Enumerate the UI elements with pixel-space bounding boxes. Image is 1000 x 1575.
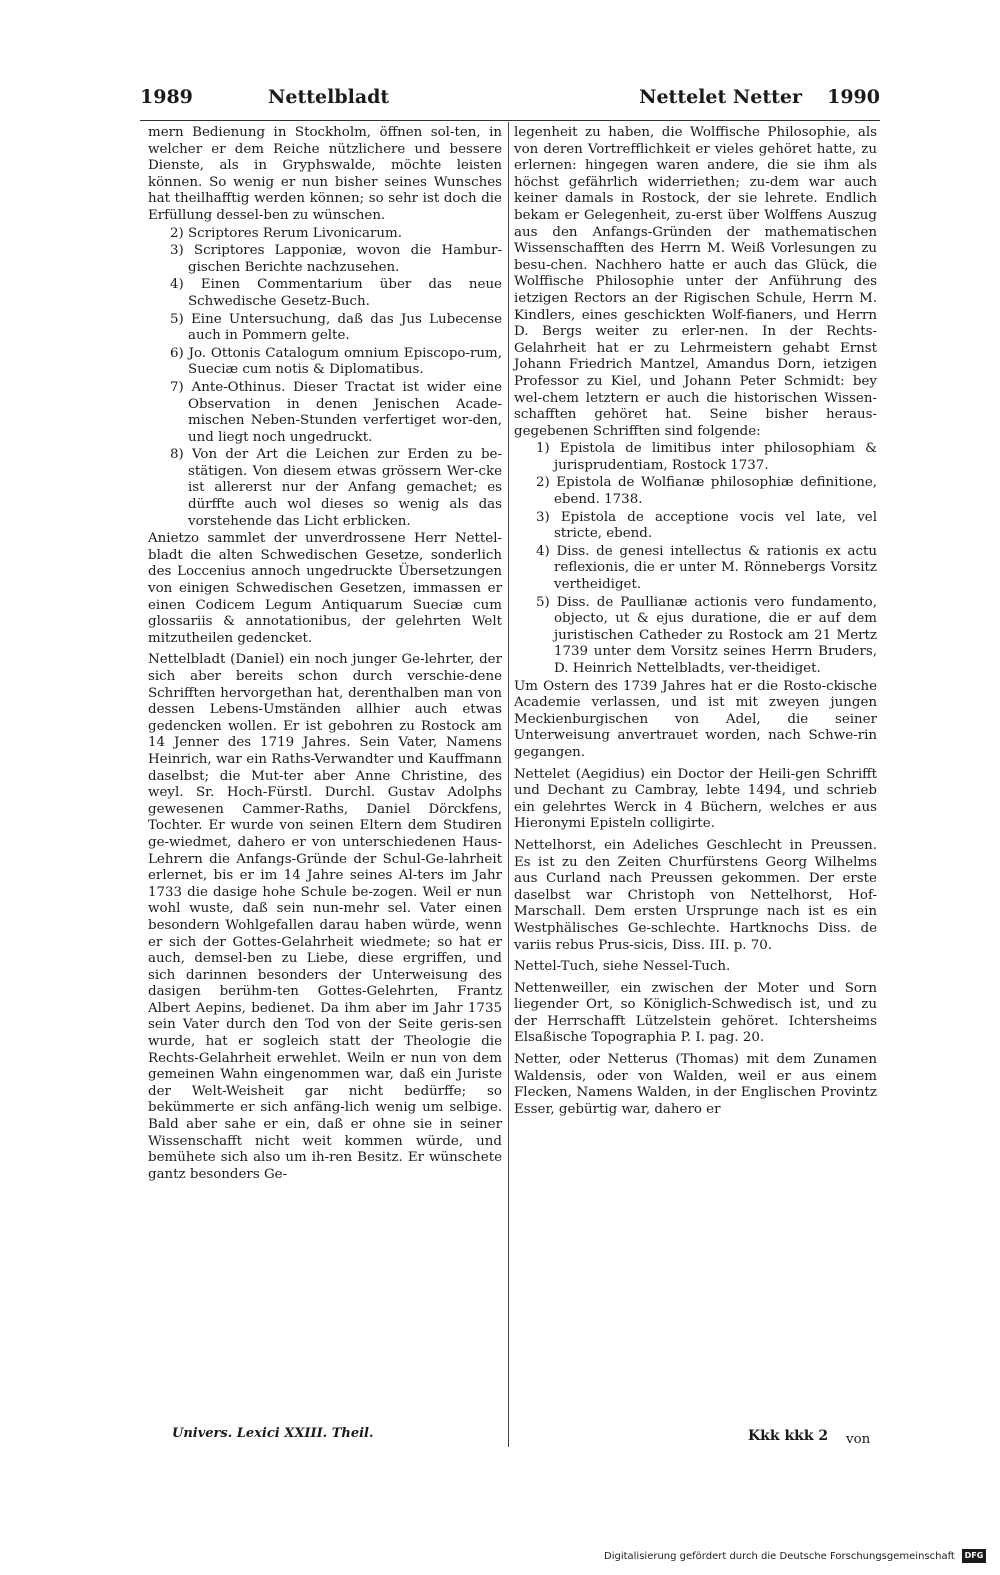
dfg-logo-icon: DFG — [962, 1549, 986, 1563]
page-number-right: 1990 — [827, 86, 880, 108]
entry-nettenweiller: Nettenweiller, ein zwischen der Moter und Sorn liegender Ort, so Königlich-Schwedisch ist, und zu der Herrschafft Lützelstein gehöret. Ichtersheims Elsaßische Topographia P. I. pag. 20. — [514, 980, 877, 1046]
header-rule — [140, 120, 880, 121]
paragraph: Um Ostern des 1739 Jahres hat er die Rosto-ckische Academie verlassen, und ist mit zweyen jungen Meckienburgischen von Adel, die seiner Unterweisung anvertrauet worden, nach Schwe-rin gegangen. — [514, 678, 877, 760]
list-item: 1) Epistola de limitibus inter philosophiam & jurisprudentiam, Rostock 1737. — [536, 441, 877, 473]
digitization-credit: Digitalisierung gefördert durch die Deutsche Forschungsgemeinschaft — [604, 1551, 955, 1562]
volume-footer: Univers. Lexici XXIII. Theil. — [172, 1426, 374, 1441]
page-number-left: 1989 — [140, 86, 193, 108]
list-item: 2) Scriptores Rerum Livonicarum. — [170, 225, 402, 241]
entry-nettelhorst: Nettelhorst, ein Adeliches Geschlecht in Preussen. Es ist zu den Zeiten Churfürstens Georg Wilhelms aus Curland nach Preussen gekommen. Der erste daselbst war Christoph von Nettelhorst, Hof-Marschall. Dem ersten Ursprunge nach ist es ein Westphälisches Ge-schlechte. Hartknochs Diss. de variis rebus Prus-sicis, Diss. III. p. 70. — [514, 837, 877, 953]
list-item: 7) Ante-Othinus. Dieser Tractat ist wider eine Observation in denen Jenischen Acade-mischen Neben-Stunden verfertiget wor-den, und liegt noch ungedruckt. — [170, 379, 502, 445]
paragraph: Anietzo sammlet der unverdrossene Herr Nettel-bladt die alten Schwedischen Gesetze, sonderlich des Loccenius annoch ungedruckte Übersetzungen von einigen Schwedischen Gesetzen, immassen er einen Codicem Legum Antiquarum Sueciæ cum glossariis & annotationibus, der gelehrten Welt mitzutheilen gedencket. — [148, 531, 502, 646]
list-item: 2) Epistola de Wolfianæ philosophiæ definitione, ebend. 1738. — [536, 475, 877, 508]
list-item: 5) Diss. de Paullianæ actionis vero fundamento, objecto, ut & ejus duratione, die er auf dem juristischen Catheder zu Rostock am 21 Mertz 1739 unter dem Vorsitz seines Herrn Bruders, D. Heinrich Nettelbladts, ver-theidiget. — [536, 594, 877, 676]
running-title-right: Nettelet Netter — [639, 86, 802, 108]
list-item: 8) Von der Art die Leichen zur Erden zu be-stätigen. Von diesem etwas grössern Wer-cke ist allererst nur der Anfang gemachet; es dürffte auch wol dieses so wenig als das vorstehende das Licht erblicken. — [170, 447, 502, 529]
page-header — [140, 86, 880, 116]
entry-nettelbladt-daniel: Nettelbladt (Daniel) ein noch junger Ge-lehrter, der sich aber bereits schon durch verschie-dene Schrifften hervorgethan hat, derenthalben man von dessen Lebens-Umständen allhier auch etwas gedencken wollen. Er ist gebohren zu Rostock am 14 Jenner des 1719 Jahres. Sein Vater, Namens Heinrich, war ein Raths-Verwandter und Kauffmann daselbst; die Mut-ter aber Anne Christine, des weyl. Sr. Hoch-Fürstl. Durchl. Gustav Adolphs gewesenen Cammer-Raths, Daniel Dörckfens, Tochter. Er wurde von seinen Eltern dem Studiren ge-wiedmet, dahero er von unterschiedenen Haus-Lehrern die Anfangs-Gründe der Schul-Ge-lahrheit erlernet, bis er im 14 Jahre seines Al-ters im Jahr 1733 die dasige hohe Schule be-zogen. Weil er nun wohl wuste, daß sein nun-mehr sel. Vater einen besondern Wohlgefallen darau haben würde, wenn er sich der Gottes-Gelahrheit wiedmete; so hat er auch, demsel-ben zu Liebe, diese ergriffen, und sich darinnen besonders der Unterweisung des dasigen berühm-ten Gottes-Gelehrten, Frantz Albert Aepins, bedienet. Da ihm aber im Jahr 1735 sein Vater durch den Tod von der Seite geris-sen wurde, hat er sogleich statt der Theologie die Rechts-Gelahrheit erwehlet. Weiln er nun von dem gemeinen Wahn eingenommen war, daß ein Juriste der Welt-Weisheit gar nicht bedürffe; so bekümmerte er sich anfäng-lich wenig um selbige. Bald aber sahe er ein, daß er ohne sie in seiner Wissenschafft nicht weit kommen würde, und bemühete sich also um ih-ren Besitz. Er wünschete gantz besonders Ge- — [148, 652, 502, 1182]
entry-netter: Netter, oder Netterus (Thomas) mit dem Zunamen Waldensis, oder von Walden, weil er aus einem Flecken, Namens Walden, in der Englischen Provintz Esser, gebürtig war, dahero er — [514, 1052, 877, 1117]
entry-nettel-tuch: Nettel-Tuch, siehe Nessel-Tuch. — [514, 959, 731, 975]
signature-mark: Kkk kkk 2 — [748, 1428, 829, 1444]
left-column — [148, 125, 502, 1184]
running-title-left: Nettelbladt — [268, 86, 390, 108]
paragraph: mern Bedienung in Stockholm, öffnen sol-ten, in welcher er dem Reiche nützlichere und bessere Dienste, als in Gryphswalde, möchte leisten können. So wenig er nun bisher seines Wunsches hat theilhafftig werden können; so sehr ist doch die Erfüllung dessel-ben zu wünschen. — [148, 125, 502, 223]
list-item: 3) Scriptores Lapponiæ, wovon die Hambur-gischen Berichte nachzusehen. — [170, 243, 502, 275]
list-item: 4) Einen Commentarium über das neue Schwedische Gesetz-Buch. — [170, 277, 502, 309]
list-item: 6) Jo. Ottonis Catalogum omnium Episcopo-rum, Sueciæ cum notis & Diplomatibus. — [170, 345, 502, 378]
paragraph: legenheit zu haben, die Wolffische Philosophie, als von deren Vortrefflichkeit er vieles gehöret hatte, zu erlernen: hingegen waren andere, die sie ihm als höchst gefährlich widerriethen; zu-dem war auch keiner damals in Rostock, der sie lehrete. Endlich bekam er Gelegenheit, zu-erst über Wolffens Auszug aus den Anfangs-Gründen der mathematischen Wissenschafften des Herrn M. Weiß Vorlesungen zu besu-chen. Nachhero hatte er auch das Glück, die Wolffische Philosophie unter der Anführung des ietzigen Rectors an der Rigischen Schule, Herrn M. Kindlers, eines geschickten Wolf-fianers, und Herrn D. Bergs weiter zu erler-nen. In der Rechts-Gelahrheit hat er zu Lehrmeistern gehabt Ernst Johann Friedrich Mantzel, Amandus Dorn, ietzigen Professor zu Kiel, und Johann Peter Schmidt: bey wel-chem letztern er auch die historischen Wissen-schafften gehöret hat. Seine bisher heraus-gegebenen Schrifften sind folgende: — [514, 125, 877, 439]
list-item: 5) Eine Untersuchung, daß das Jus Lubecense auch in Pommern gelte. — [170, 311, 502, 344]
list-item: 4) Diss. de genesi intellectus & rationis ex actu reflexionis, die er unter M. Rönnebergs Vorsitz vertheidiget. — [536, 543, 877, 593]
column-divider — [508, 122, 509, 1447]
list-item: 3) Epistola de acceptione vocis vel late, vel stricte, ebend. — [536, 509, 877, 542]
right-column — [514, 125, 877, 1119]
catchword: von — [846, 1432, 871, 1447]
entry-nettelet: Nettelet (Aegidius) ein Doctor der Heili-gen Schrifft und Dechant zu Cambray, lebte 1494, und schrieb ein gelehrtes Werck in 4 Büchern, welches er aus Hieronymi Episteln colligirte. — [514, 766, 877, 832]
